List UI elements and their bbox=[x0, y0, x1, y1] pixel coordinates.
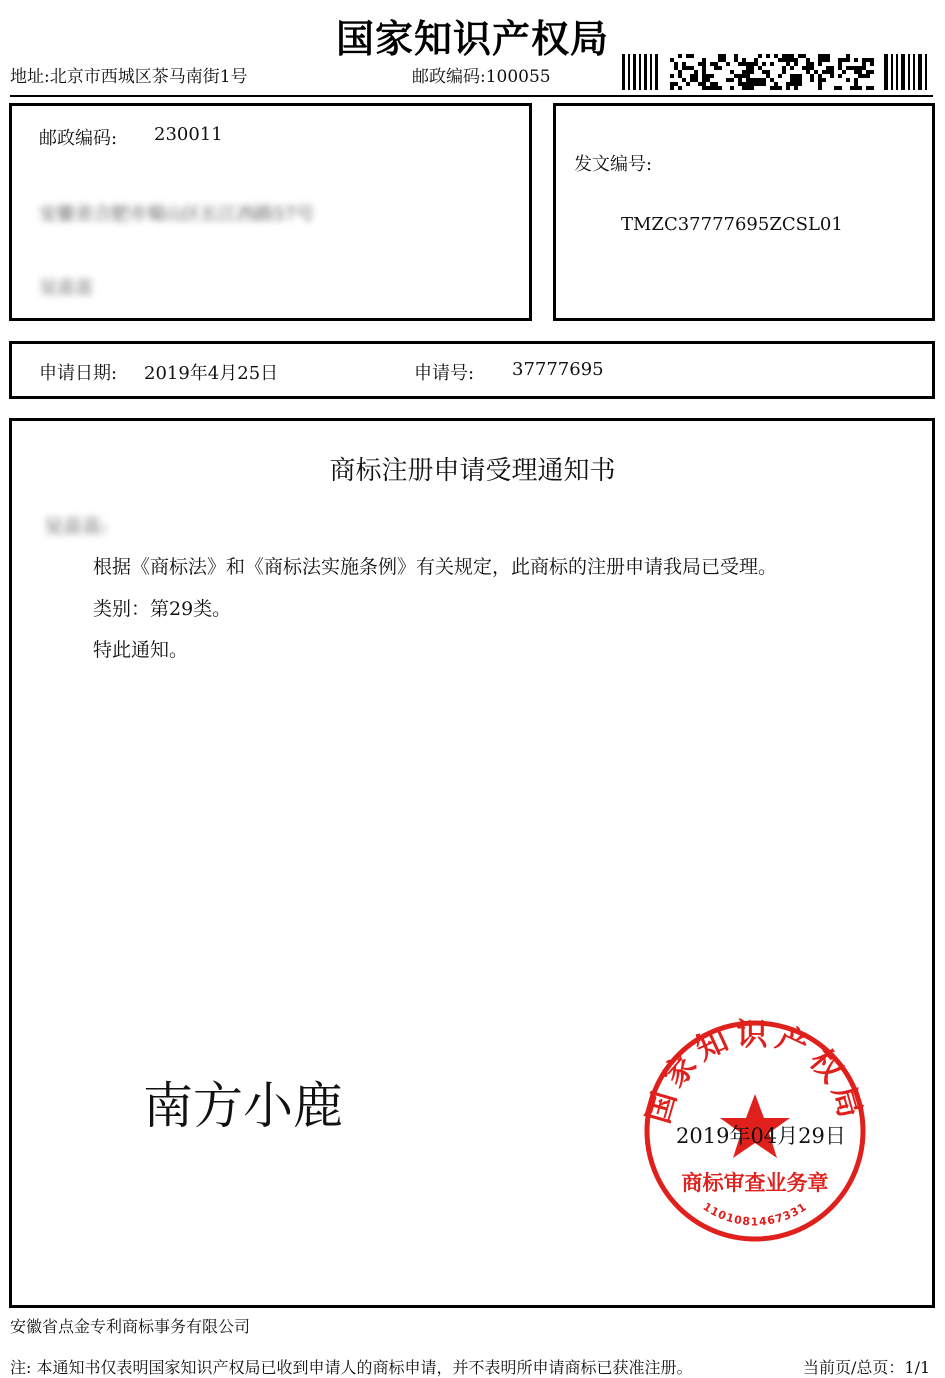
office-address: 地址:北京市西城区茶马南街1号 bbox=[10, 67, 248, 87]
page-indicator: 当前页/总页：1/1 bbox=[803, 1358, 931, 1377]
notice-line-2: 类别：第29类。 bbox=[93, 598, 232, 620]
barcode bbox=[622, 54, 932, 90]
page-title: 国家知识产权局 bbox=[335, 16, 609, 61]
application-number-value: 37777695 bbox=[512, 359, 604, 380]
application-box bbox=[9, 341, 935, 399]
application-date-label: 申请日期: bbox=[39, 363, 118, 384]
footer-note: 注: 本通知书仅表明国家知识产权局已收到申请人的商标申请，并不表明所申请商标已获准注册。 bbox=[10, 1358, 693, 1377]
recipient-postcode-value: 230011 bbox=[154, 124, 223, 145]
notice-title: 商标注册申请受理通知书 bbox=[329, 456, 616, 486]
seal-code: 1101081467331 bbox=[700, 1200, 810, 1229]
seal-date: 2019年04月29日 bbox=[676, 1124, 846, 1148]
notice-line-1: 根据《商标法》和《商标法实施条例》有关规定，此商标的注册申请我局已受理。 bbox=[93, 556, 778, 578]
notice-salutation: 吴苗苗: bbox=[44, 516, 108, 538]
doc-number-box bbox=[553, 103, 935, 321]
notice-line-3: 特此通知。 bbox=[93, 639, 189, 661]
recipient-address: 安徽省合肥市蜀山区长江西路57号 bbox=[39, 204, 314, 225]
recipient-postcode-label: 邮政编码: bbox=[39, 128, 118, 149]
agency-name: 安徽省点金专利商标事务有限公司 bbox=[10, 1317, 251, 1336]
seal-top-text: 国家知识产权局 bbox=[640, 1016, 870, 1128]
signature: 南方小鹿 bbox=[143, 1077, 343, 1135]
application-number-label: 申请号: bbox=[414, 363, 475, 384]
recipient-name: 吴苗苗 bbox=[39, 278, 93, 299]
seal-bottom-text: 商标审查业务章 bbox=[681, 1171, 829, 1195]
header-rule bbox=[10, 95, 933, 97]
doc-number-label: 发文编号: bbox=[574, 154, 653, 175]
recipient-box bbox=[9, 103, 532, 321]
application-date-value: 2019年4月25日 bbox=[144, 363, 279, 384]
doc-number-value: TMZC37777695ZCSL01 bbox=[621, 214, 843, 235]
office-postcode: 邮政编码:100055 bbox=[412, 67, 551, 87]
